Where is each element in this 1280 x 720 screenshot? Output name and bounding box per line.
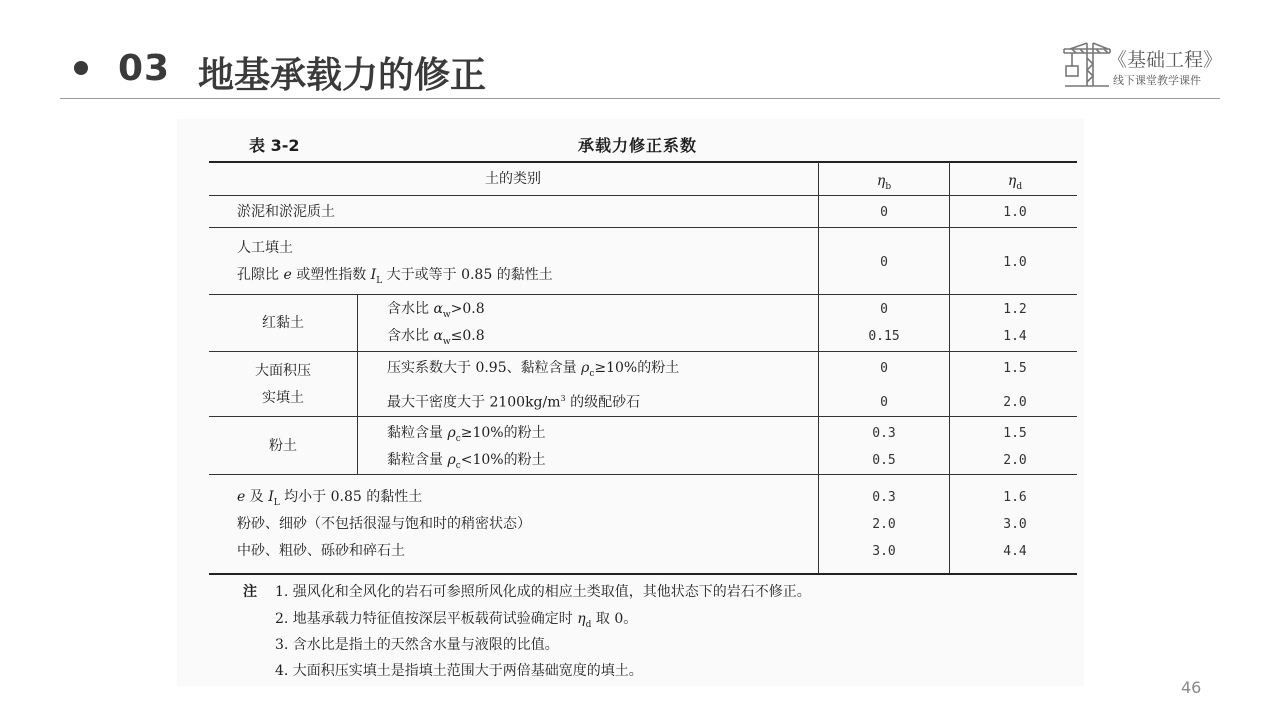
eta-d-value: 2.0: [1003, 453, 1027, 468]
table-bottom-rule: [209, 573, 1077, 575]
slide-header: [0, 0, 1280, 100]
column-divider: [949, 162, 950, 573]
eta-d-value: 1.5: [1003, 426, 1027, 441]
eta-b-value: 0.15: [868, 329, 900, 344]
group-label: 粉土: [269, 438, 297, 454]
row-rule: [209, 294, 1077, 295]
subcategory-cell: 黏粒含量 $\rho_c<10\%$的粉土: [387, 452, 546, 471]
note-2: 2. 地基承载力特征值按深层平板载荷试验确定时 $\eta_d$ 取 0。: [275, 611, 638, 630]
table-label: 表 3-2: [249, 136, 300, 155]
eta-b-value: 0.5: [872, 453, 896, 468]
eta-d-value: 1.6: [1003, 490, 1027, 505]
eta-b-value: 0: [880, 395, 888, 410]
header-bottom-rule: [209, 195, 1077, 196]
eta-b-value: 0: [880, 302, 888, 317]
section-number: 03: [118, 48, 171, 89]
eta-d-value: 4.4: [1003, 544, 1027, 559]
section-title: 地基承载力的修正: [198, 55, 487, 96]
subcategory-cell: 最大干密度大于 $2100kg/m^3$ 的级配砂石: [387, 394, 641, 411]
logo-subtitle: 线下课堂教学课件: [1113, 74, 1201, 87]
page-number: 46: [1181, 678, 1202, 697]
course-logo: [1062, 42, 1232, 92]
subcategory-cell: 黏粒含量 $\rho_c\ge 10\%$的粉土: [387, 425, 546, 444]
category-cell: e 及 $I_L$ 均小于 0.85 的黏性土: [237, 489, 423, 508]
group-label: 实填土: [262, 390, 304, 406]
eta-b-value: 2.0: [872, 517, 896, 532]
column-header-category: 土的类别: [485, 171, 541, 187]
notes-label: 注: [243, 584, 257, 600]
tower-crane-icon: [1062, 42, 1112, 88]
category-cell: 孔隙比 e 或塑性指数 $I_L$ 大于或等于 0.85 的黏性土: [237, 267, 553, 286]
note-1: 1. 强风化和全风化的岩石可参照所风化成的相应土类取值，其他状态下的岩石不修正。: [275, 584, 811, 600]
eta-d-value: 1.2: [1003, 302, 1027, 317]
eta-b-value: 0: [880, 255, 888, 270]
group-label: 红黏土: [262, 315, 304, 331]
category-cell: 中砂、粗砂、砾砂和碎石土: [237, 543, 405, 559]
bullet-dot: [74, 61, 88, 75]
eta-d-value: 1.0: [1003, 205, 1027, 220]
subcategory-cell: 压实系数大于 0.95、黏粒含量 $\rho_c\ge 10\%$的粉土: [387, 360, 680, 379]
eta-d-value: 1.4: [1003, 329, 1027, 344]
category-cell: 粉砂、细砂（不包括很湿与饱和时的稍密状态）: [237, 516, 531, 532]
eta-b-value: 3.0: [872, 544, 896, 559]
subcategory-cell: 含水比 $\alpha_w\le 0.8$: [387, 328, 485, 347]
eta-d-value: 1.5: [1003, 361, 1027, 376]
column-header-eta-d: $\eta_d$: [1007, 173, 1023, 192]
header-divider: [60, 98, 1220, 99]
logo-title: 《基础工程》: [1108, 49, 1223, 71]
group-label: 大面积压: [255, 363, 311, 379]
row-rule: [209, 351, 1077, 352]
category-cell: 人工填土: [237, 240, 293, 256]
note-3: 3. 含水比是指土的天然含水量与液限的比值。: [275, 637, 559, 653]
correction-coefficient-table: [177, 119, 1084, 686]
eta-d-value: 3.0: [1003, 517, 1027, 532]
eta-b-value: 0.3: [872, 490, 896, 505]
eta-b-value: 0: [880, 361, 888, 376]
table-title: 承载力修正系数: [578, 136, 698, 155]
row-rule: [209, 416, 1077, 417]
category-cell: 淤泥和淤泥质土: [237, 204, 335, 220]
column-header-eta-b: $\eta_b$: [876, 173, 892, 192]
eta-b-value: 0: [880, 205, 888, 220]
note-4: 4. 大面积压实填土是指填土范围大于两倍基础宽度的填土。: [275, 663, 643, 679]
table-top-rule: [209, 161, 1077, 163]
row-rule: [209, 474, 1077, 475]
row-rule: [209, 227, 1077, 228]
eta-b-value: 0.3: [872, 426, 896, 441]
group-divider: [357, 294, 358, 474]
eta-d-value: 1.0: [1003, 255, 1027, 270]
column-divider: [818, 162, 819, 573]
eta-d-value: 2.0: [1003, 395, 1027, 410]
subcategory-cell: 含水比 $\alpha_w>0.8$: [387, 301, 485, 320]
